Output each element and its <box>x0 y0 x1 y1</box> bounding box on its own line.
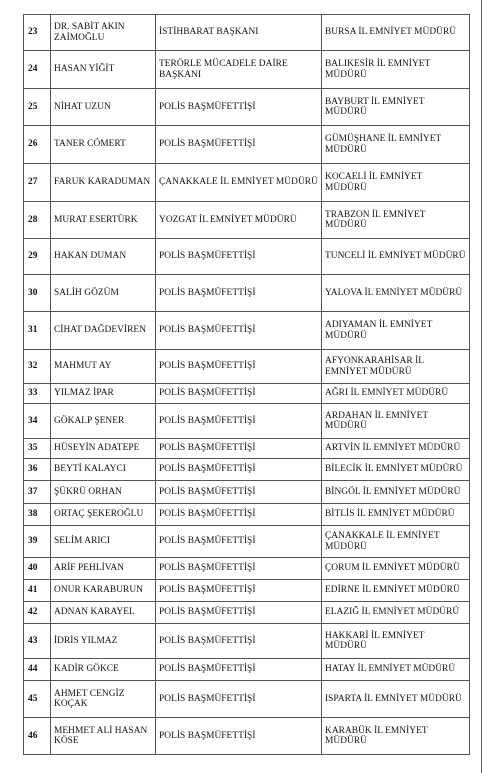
table-row <box>24 404 470 439</box>
table-row <box>24 384 470 404</box>
row-number: 24 <box>24 51 51 89</box>
person-name: GÖKALP ŞENER <box>51 404 156 439</box>
current-position: POLİS BAŞMÜFETTİŞİ <box>156 350 322 384</box>
person-name: MURAT ESERTÜRK <box>51 202 156 239</box>
current-position: İSTİHBARAT BAŞKANI <box>156 15 322 51</box>
table-row <box>24 504 470 526</box>
row-number: 42 <box>24 602 51 624</box>
table-row <box>24 526 470 558</box>
new-position: AĞRI İL EMNİYET MÜDÜRÜ <box>322 384 470 404</box>
current-position: POLİS BAŞMÜFETTİŞİ <box>156 681 322 718</box>
table-row <box>24 202 470 239</box>
row-number: 28 <box>24 202 51 239</box>
new-position: GÜMÜŞHANE İL EMNİYET MÜDÜRÜ <box>322 126 470 164</box>
table-row <box>24 481 470 504</box>
row-number: 34 <box>24 404 51 439</box>
row-number: 41 <box>24 580 51 602</box>
new-position: BİLECİK İL EMNİYET MÜDÜRÜ <box>322 459 470 481</box>
table-row <box>24 89 470 126</box>
row-number: 37 <box>24 481 51 504</box>
new-position: ADIYAMAN İL EMNİYET MÜDÜRÜ <box>322 312 470 350</box>
current-position: POLİS BAŞMÜFETTİŞİ <box>156 439 322 459</box>
new-position: ELAZIĞ İL EMNİYET MÜDÜRÜ <box>322 602 470 624</box>
person-name: HASAN YİĞİT <box>51 51 156 89</box>
new-position: ARTVİN İL EMNİYET MÜDÜRÜ <box>322 439 470 459</box>
current-position: POLİS BAŞMÜFETTİŞİ <box>156 239 322 275</box>
current-position: POLİS BAŞMÜFETTİŞİ <box>156 580 322 602</box>
current-position: POLİS BAŞMÜFETTİŞİ <box>156 526 322 558</box>
table-row <box>24 624 470 659</box>
current-position: TERÖRLE MÜCADELE DAİRE BAŞKANI <box>156 51 322 89</box>
row-number: 25 <box>24 89 51 126</box>
new-position: BALIKESİR İL EMNİYET MÜDÜRÜ <box>322 51 470 89</box>
row-number: 26 <box>24 126 51 164</box>
new-position: KOCAELİ İL EMNİYET MÜDÜRÜ <box>322 164 470 202</box>
row-number: 27 <box>24 164 51 202</box>
person-name: KADİR GÖKCE <box>51 659 156 681</box>
current-position: ÇANAKKALE İL EMNİYET MÜDÜRÜ <box>156 164 322 202</box>
current-position: POLİS BAŞMÜFETTİŞİ <box>156 384 322 404</box>
person-name: FARUK KARADUMAN <box>51 164 156 202</box>
row-number: 45 <box>24 681 51 718</box>
new-position: KARABÜK İL EMNİYET MÜDÜRÜ <box>322 718 470 755</box>
person-name: TANER CÖMERT <box>51 126 156 164</box>
table-row <box>24 718 470 755</box>
new-position: TRABZON İL EMNİYET MÜDÜRÜ <box>322 202 470 239</box>
table-row <box>24 126 470 164</box>
current-position: POLİS BAŞMÜFETTİŞİ <box>156 404 322 439</box>
person-name: CİHAT DAĞDEVİREN <box>51 312 156 350</box>
person-name: HAKAN DUMAN <box>51 239 156 275</box>
row-number: 23 <box>24 15 51 51</box>
person-name: ONUR KARABURUN <box>51 580 156 602</box>
row-number: 46 <box>24 718 51 755</box>
new-position: TUNCELİ İL EMNİYET MÜDÜRÜ <box>322 239 470 275</box>
table-row <box>24 312 470 350</box>
new-position: ARDAHAN İL EMNİYET MÜDÜRÜ <box>322 404 470 439</box>
row-number: 29 <box>24 239 51 275</box>
current-position: POLİS BAŞMÜFETTİŞİ <box>156 504 322 526</box>
current-position: POLİS BAŞMÜFETTİŞİ <box>156 275 322 312</box>
new-position: HATAY İL EMNİYET MÜDÜRÜ <box>322 659 470 681</box>
person-name: MEHMET ALİ HASAN KÖSE <box>51 718 156 755</box>
current-position: POLİS BAŞMÜFETTİŞİ <box>156 312 322 350</box>
current-position: POLİS BAŞMÜFETTİŞİ <box>156 126 322 164</box>
person-name: MAHMUT AY <box>51 350 156 384</box>
current-position: POLİS BAŞMÜFETTİŞİ <box>156 459 322 481</box>
person-name: ORTAÇ ŞEKEROĞLU <box>51 504 156 526</box>
new-position: BURSA İL EMNİYET MÜDÜRÜ <box>322 15 470 51</box>
table-row <box>24 164 470 202</box>
new-position: BİTLİS İL EMNİYET MÜDÜRÜ <box>322 504 470 526</box>
person-name: BEYTİ KALAYCI <box>51 459 156 481</box>
new-position: ÇANAKKALE İL EMNİYET MÜDÜRÜ <box>322 526 470 558</box>
new-position: BİNGÖL İL EMNİYET MÜDÜRÜ <box>322 481 470 504</box>
new-position: BAYBURT İL EMNİYET MÜDÜRÜ <box>322 89 470 126</box>
person-name: İDRİS YILMAZ <box>51 624 156 659</box>
person-name: AHMET CENGİZ KOÇAK <box>51 681 156 718</box>
row-number: 40 <box>24 558 51 580</box>
row-number: 32 <box>24 350 51 384</box>
new-position: YALOVA İL EMNİYET MÜDÜRÜ <box>322 275 470 312</box>
table-row <box>24 459 470 481</box>
person-name: ADNAN KARAYEL <box>51 602 156 624</box>
person-name: SELİM ARICI <box>51 526 156 558</box>
person-name: ŞÜKRÜ ORHAN <box>51 481 156 504</box>
new-position: AFYONKARAHİSAR İL EMNİYET MÜDÜRÜ <box>322 350 470 384</box>
table-row <box>24 558 470 580</box>
table-row <box>24 275 470 312</box>
person-name: SALİH GÖZÜM <box>51 275 156 312</box>
table-row <box>24 239 470 275</box>
appointment-table <box>23 14 470 755</box>
row-number: 33 <box>24 384 51 404</box>
person-name: DR. SABİT AKIN ZAİMOĞLU <box>51 15 156 51</box>
row-number: 44 <box>24 659 51 681</box>
row-number: 35 <box>24 439 51 459</box>
row-number: 38 <box>24 504 51 526</box>
current-position: POLİS BAŞMÜFETTİŞİ <box>156 624 322 659</box>
row-number: 36 <box>24 459 51 481</box>
table-row <box>24 350 470 384</box>
new-position: HAKKARİ İL EMNİYET MÜDÜRÜ <box>322 624 470 659</box>
table-row <box>24 51 470 89</box>
current-position: POLİS BAŞMÜFETTİŞİ <box>156 602 322 624</box>
person-name: NİHAT UZUN <box>51 89 156 126</box>
table-row <box>24 659 470 681</box>
table-row <box>24 580 470 602</box>
row-number: 30 <box>24 275 51 312</box>
current-position: POLİS BAŞMÜFETTİŞİ <box>156 89 322 126</box>
current-position: POLİS BAŞMÜFETTİŞİ <box>156 558 322 580</box>
row-number: 43 <box>24 624 51 659</box>
person-name: YILMAZ İPAR <box>51 384 156 404</box>
current-position: POLİS BAŞMÜFETTİŞİ <box>156 659 322 681</box>
appointment-table-body <box>24 15 470 755</box>
row-number: 39 <box>24 526 51 558</box>
table-row <box>24 439 470 459</box>
table-row <box>24 681 470 718</box>
new-position: EDİRNE İL EMNİYET MÜDÜRÜ <box>322 580 470 602</box>
table-row <box>24 602 470 624</box>
current-position: POLİS BAŞMÜFETTİŞİ <box>156 718 322 755</box>
new-position: ÇORUM İL EMNİYET MÜDÜRÜ <box>322 558 470 580</box>
person-name: HÜSEYİN ADATEPE <box>51 439 156 459</box>
current-position: POLİS BAŞMÜFETTİŞİ <box>156 481 322 504</box>
person-name: ARİF PEHLİVAN <box>51 558 156 580</box>
page-edge-rule <box>481 0 482 773</box>
row-number: 31 <box>24 312 51 350</box>
table-row <box>24 15 470 51</box>
current-position: YOZGAT İL EMNİYET MÜDÜRÜ <box>156 202 322 239</box>
new-position: ISPARTA İL EMNİYET MÜDÜRÜ <box>322 681 470 718</box>
